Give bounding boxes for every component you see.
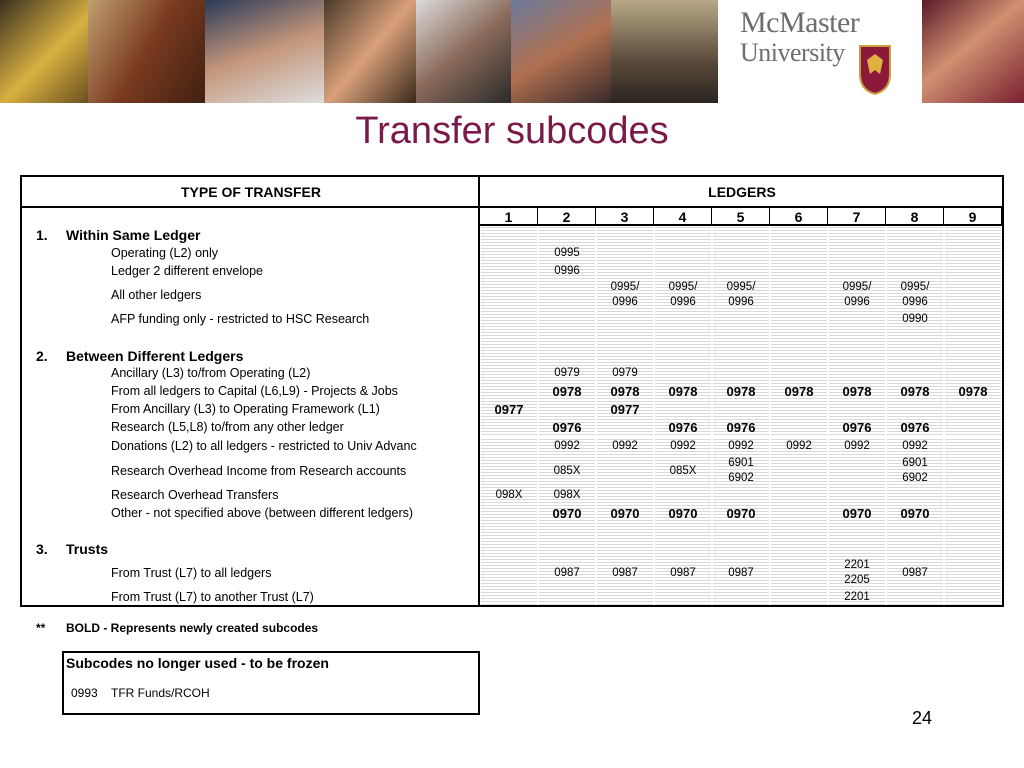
transfer-row-label: Research Overhead Income from Research accounts	[111, 463, 407, 478]
subcode-value: 098X	[553, 488, 581, 501]
ledger-cell	[945, 523, 1001, 539]
ledger-cell	[539, 589, 595, 605]
crest-icon	[858, 44, 892, 96]
ledger-cell	[887, 329, 943, 345]
subcode-value: 0995/ 0996	[842, 281, 872, 308]
ledger-cell	[655, 487, 711, 503]
ledger-cell	[887, 523, 943, 539]
ledger-cell	[829, 347, 885, 363]
subcode-value: 0992	[786, 439, 812, 452]
ledger-cell	[945, 329, 1001, 345]
ledger-cell	[655, 311, 711, 327]
ledger-cell	[887, 365, 943, 381]
ledger-cell	[945, 457, 1001, 485]
ledger-cell	[481, 523, 537, 539]
subcode-value: 0977	[494, 401, 524, 417]
subcode-value: 0970	[552, 505, 582, 521]
ledger-cell	[481, 227, 537, 243]
ledger-cell	[771, 589, 827, 605]
subcode-value: 0978	[610, 383, 640, 399]
subcode-value: 0976	[842, 419, 872, 435]
ledger-cell	[597, 263, 653, 279]
frozen-description: TFR Funds/RCOH	[111, 686, 210, 700]
ledger-cell	[597, 457, 653, 485]
transfer-row-label: From Trust (L7) to all ledgers	[111, 565, 272, 580]
subcode-value: 0970	[842, 505, 872, 521]
ledger-cell	[597, 347, 653, 363]
transfer-row-label: Donations (L2) to all ledgers - restricted to Univ Advanc	[111, 438, 417, 453]
section-heading: 3. Trusts	[36, 541, 109, 557]
ledger-cell	[539, 541, 595, 557]
subcode-value: 0978	[900, 383, 930, 399]
section-heading: 2. Between Different Ledgers	[36, 348, 244, 364]
ledger-cell	[771, 541, 827, 557]
header-type-of-transfer: TYPE OF TRANSFER	[180, 184, 321, 200]
transfer-row-label: AFP funding only - restricted to HSC Research	[111, 311, 370, 326]
ledger-cell	[481, 559, 537, 587]
subcode-value: 0996	[554, 264, 580, 277]
ledger-cell	[713, 523, 769, 539]
subcode-value: 098X	[495, 488, 523, 501]
transfer-row-label: Research Overhead Transfers	[111, 487, 279, 502]
frozen-code: 0993	[71, 686, 98, 700]
subcode-value: 0976	[726, 419, 756, 435]
banner-photo-smiling-students	[324, 0, 416, 103]
ledger-cell	[481, 383, 537, 399]
transfer-row-label: From Trust (L7) to another Trust (L7)	[111, 589, 314, 604]
ledger-cell	[539, 347, 595, 363]
ledger-cell	[539, 311, 595, 327]
ledger-cell	[655, 329, 711, 345]
ledger-cell	[771, 311, 827, 327]
ledger-cell	[771, 457, 827, 485]
subcode-value: 0987	[554, 566, 580, 579]
transfer-row-label: Operating (L2) only	[111, 245, 219, 260]
ledger-cell	[713, 365, 769, 381]
subcode-value: 0978	[668, 383, 698, 399]
ledger-cell	[713, 329, 769, 345]
ledger-cell	[945, 419, 1001, 435]
subcode-value: 0970	[900, 505, 930, 521]
ledger-cell	[655, 401, 711, 417]
ledger-cell	[945, 311, 1001, 327]
ledger-cell	[655, 347, 711, 363]
ledger-cell	[597, 487, 653, 503]
ledger-cell	[713, 541, 769, 557]
ledger-cell	[887, 541, 943, 557]
ledger-cell	[481, 457, 537, 485]
subcode-value: 0995/ 0996	[668, 281, 698, 308]
ledger-cell	[713, 401, 769, 417]
ledger-cell	[713, 263, 769, 279]
ledger-cell	[539, 523, 595, 539]
ledger-cell	[655, 227, 711, 243]
transfer-row-label: From all ledgers to Capital (L6,L9) - Projects & Jobs	[111, 383, 398, 398]
subcode-value: 0976	[668, 419, 698, 435]
ledger-cell	[945, 487, 1001, 503]
subcode-value: 0970	[726, 505, 756, 521]
ledger-cell	[829, 329, 885, 345]
transfer-row-label: Other - not specified above (between different ledgers)	[111, 505, 414, 520]
ledger-cell	[829, 523, 885, 539]
ledger-cell	[481, 281, 537, 309]
frozen-subcodes-box	[62, 651, 480, 715]
banner-photo-students	[88, 0, 205, 103]
ledger-cell	[945, 589, 1001, 605]
frozen-title: Subcodes no longer used - to be frozen	[66, 655, 329, 671]
ledger-cell	[945, 347, 1001, 363]
section-heading: 1. Within Same Ledger	[36, 227, 201, 243]
header-ledgers: LEDGERS	[708, 184, 776, 200]
ledger-cell	[481, 437, 537, 455]
subcode-value: 0987	[670, 566, 696, 579]
ledger-cell	[597, 419, 653, 435]
ledger-cell	[945, 505, 1001, 521]
ledger-cell	[945, 227, 1001, 243]
ledger-cell	[481, 311, 537, 327]
ledger-cell	[887, 347, 943, 363]
subcode-value: 0992	[844, 439, 870, 452]
ledger-column-header: 2	[538, 208, 596, 226]
ledger-cell	[771, 263, 827, 279]
ledger-cell	[655, 245, 711, 261]
ledger-cell	[829, 365, 885, 381]
subcode-value: 085X	[669, 464, 697, 477]
subcode-value: 6901 6902	[728, 457, 754, 484]
transfer-row-label: Ledger 2 different envelope	[111, 263, 263, 278]
ledger-cell	[945, 559, 1001, 587]
ledger-column-header: 1	[480, 208, 538, 226]
ledger-cell	[655, 589, 711, 605]
ledger-cell	[481, 245, 537, 261]
subcode-value: 0995/ 0996	[900, 281, 930, 308]
banner-photo-lab	[205, 0, 324, 103]
subcode-value: 0977	[610, 401, 640, 417]
ledger-cell	[771, 419, 827, 435]
ledger-cell	[597, 311, 653, 327]
ledger-cell	[887, 589, 943, 605]
transfer-row-label: Research (L5,L8) to/from any other ledger	[111, 419, 344, 434]
banner-photo-archway	[611, 0, 718, 103]
ledger-cell	[597, 523, 653, 539]
ledger-cell	[713, 245, 769, 261]
transfer-row-label: From Ancillary (L3) to Operating Framework (L1)	[111, 401, 380, 416]
ledger-cell	[771, 401, 827, 417]
ledger-cell	[655, 541, 711, 557]
ledger-cell	[481, 541, 537, 557]
ledger-cell	[829, 541, 885, 557]
banner-photo-athlete	[922, 0, 1024, 103]
subcode-value: 0995	[554, 246, 580, 259]
ledger-column-header: 3	[596, 208, 654, 226]
ledger-column-header: 8	[886, 208, 944, 226]
ledger-cell	[887, 401, 943, 417]
ledger-cell	[829, 487, 885, 503]
ledger-cell	[713, 487, 769, 503]
subcode-value: 0992	[554, 439, 580, 452]
ledger-cell	[713, 347, 769, 363]
ledger-cell	[829, 311, 885, 327]
header-banner	[0, 0, 1024, 103]
page-title: Transfer subcodes	[355, 110, 669, 152]
banner-photo-saxophone	[0, 0, 88, 103]
ledger-cell	[771, 487, 827, 503]
ledger-cell	[771, 281, 827, 309]
ledger-cell	[945, 401, 1001, 417]
subcode-value: 0979	[554, 366, 580, 379]
ledger-cell	[481, 263, 537, 279]
subcode-value: 0976	[900, 419, 930, 435]
ledger-cell	[481, 347, 537, 363]
ledger-cell	[887, 487, 943, 503]
note-text: BOLD - Represents newly created subcodes	[66, 621, 319, 635]
note-marker: **	[36, 621, 46, 635]
ledger-cell	[945, 281, 1001, 309]
subcode-value: 0987	[728, 566, 754, 579]
ledger-cell	[829, 263, 885, 279]
banner-photo-researcher	[416, 0, 511, 103]
subcode-value: 0992	[902, 439, 928, 452]
table-divider-vertical	[478, 175, 480, 607]
subcode-value: 0976	[552, 419, 582, 435]
subcode-value: 6901 6902	[902, 457, 928, 484]
ledger-column-header: 9	[944, 208, 1002, 226]
ledger-cell	[771, 245, 827, 261]
ledger-cell	[713, 227, 769, 243]
ledger-cell	[481, 419, 537, 435]
ledger-cell	[713, 589, 769, 605]
subcode-value: 0995/ 0996	[610, 281, 640, 308]
ledger-cell	[771, 347, 827, 363]
subcode-value: 0978	[784, 383, 814, 399]
subcode-value: 2201	[844, 590, 870, 603]
page-number: 24	[912, 708, 933, 728]
ledger-cell	[713, 311, 769, 327]
ledger-cell	[771, 227, 827, 243]
ledger-cell	[539, 401, 595, 417]
ledger-column-header: 4	[654, 208, 712, 226]
ledger-cell	[481, 329, 537, 345]
subcode-value: 0995/ 0996	[726, 281, 756, 308]
ledger-cell	[655, 365, 711, 381]
ledger-cell	[771, 559, 827, 587]
ledger-cell	[481, 365, 537, 381]
ledger-cell	[945, 541, 1001, 557]
subcode-value: 0978	[958, 383, 988, 399]
subcode-value: 0978	[552, 383, 582, 399]
ledger-cell	[539, 227, 595, 243]
ledger-cell	[597, 589, 653, 605]
subcode-value: 085X	[553, 464, 581, 477]
ledger-cell	[539, 281, 595, 309]
subcode-value: 0990	[902, 312, 928, 325]
ledger-cell	[829, 457, 885, 485]
ledger-cell	[655, 263, 711, 279]
ledger-cell	[481, 505, 537, 521]
ledger-cell	[655, 523, 711, 539]
transfer-row-label: All other ledgers	[111, 287, 202, 302]
subcode-value: 2201 2205	[844, 559, 870, 586]
subcode-value: 0978	[726, 383, 756, 399]
ledger-column-header: 5	[712, 208, 770, 226]
ledger-cell	[481, 589, 537, 605]
subcode-value: 0970	[668, 505, 698, 521]
ledger-cell	[829, 401, 885, 417]
mcmaster-logo: McMaster University	[740, 6, 860, 67]
ledger-cell	[597, 227, 653, 243]
ledger-cell	[887, 227, 943, 243]
banner-photo-professor	[511, 0, 611, 103]
ledger-cell	[771, 329, 827, 345]
ledger-cell	[887, 245, 943, 261]
subcode-value: 0979	[612, 366, 638, 379]
ledger-cell	[829, 245, 885, 261]
ledger-cell	[945, 365, 1001, 381]
subcode-value: 0987	[902, 566, 928, 579]
ledger-cell	[771, 365, 827, 381]
ledger-column-header: 7	[828, 208, 886, 226]
subcode-value: 0970	[610, 505, 640, 521]
subcode-value: 0987	[612, 566, 638, 579]
ledger-cell	[771, 523, 827, 539]
ledger-column-header: 6	[770, 208, 828, 226]
subcode-value: 0992	[728, 439, 754, 452]
subcode-value: 0992	[670, 439, 696, 452]
ledger-cell	[887, 263, 943, 279]
ledger-cell	[597, 329, 653, 345]
subcode-value: 0992	[612, 439, 638, 452]
ledger-cell	[539, 329, 595, 345]
ledger-cell	[945, 245, 1001, 261]
transfer-row-label: Ancillary (L3) to/from Operating (L2)	[111, 365, 311, 380]
ledger-cell	[945, 263, 1001, 279]
subcode-value: 0978	[842, 383, 872, 399]
ledger-cell	[945, 437, 1001, 455]
ledger-cell	[597, 245, 653, 261]
ledger-cell	[771, 505, 827, 521]
ledger-cell	[829, 227, 885, 243]
ledger-cell	[597, 541, 653, 557]
